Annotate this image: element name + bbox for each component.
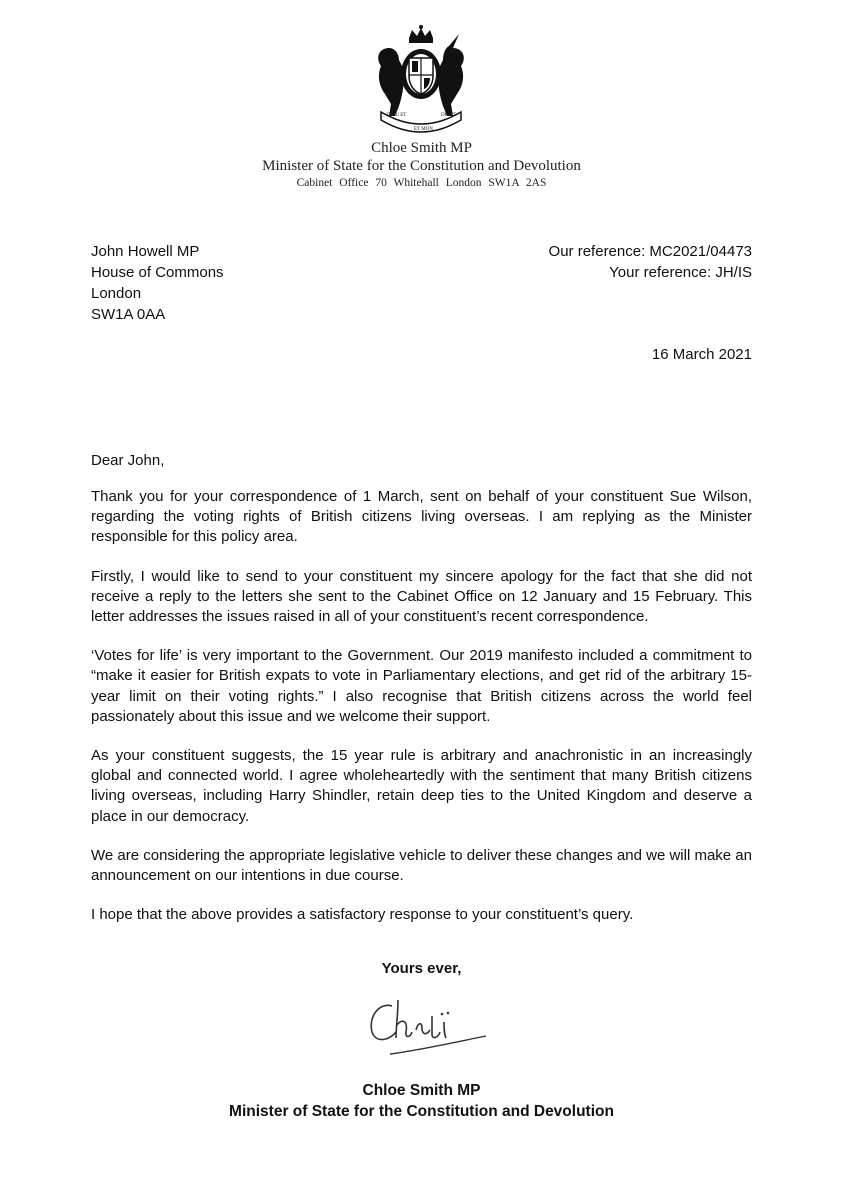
crest-motto-bottom: ET MON: [414, 127, 433, 132]
signoff: [0, 1080, 843, 1122]
letterhead: [0, 139, 843, 192]
salutation: Dear John,: [91, 452, 165, 469]
body-paragraph: We are considering the appropriate legislative vehicle to deliver these changes and we will make an announcement on our intentions in due course.: [91, 846, 752, 885]
letter-body: [91, 487, 752, 944]
recipient-line: John Howell MP: [91, 243, 200, 260]
letterhead-address: Cabinet Office 70 Whitehall London SW1A 2AS: [296, 177, 547, 189]
letterhead-name: Chloe Smith MP: [371, 140, 472, 156]
crest-motto-left: DIEU ET: [387, 113, 407, 118]
body-paragraph: ‘Votes for life’ is very important to the Government. Our 2019 manifesto included a commitment to “make it easier for British expats to vote in Parliamentary elections, and get rid of the arbitrary 15-year limit on their voting rights.” I also recognise that British citizens across the world feel passionately about this issue and we welcome their support.: [91, 647, 752, 725]
body-paragraph: I hope that the above provides a satisfactory response to your constituent’s query.: [91, 906, 634, 924]
recipient-line: House of Commons: [91, 264, 224, 281]
body-paragraph: Thank you for your correspondence of 1 March, sent on behalf of your constituent Sue Wilson, regarding the voting rights of British citizens living overseas. I am replying as the Minister responsible for this policy area.: [91, 488, 752, 546]
signoff-name: Chloe Smith MP: [362, 1082, 481, 1099]
body-paragraph: As your constituent suggests, the 15 year rule is arbitrary and anachronistic in an increasingly global and connected world. I agree wholeheartedly with the sentiment that many British citizens living overseas, including Harry Shindler, retain deep ties to the United Kingdom and deserve a place in our democracy.: [91, 747, 752, 825]
letterhead-title: Minister of State for the Constitution and Devolution: [262, 158, 581, 174]
our-reference: Our reference: MC2021/04473: [548, 243, 752, 260]
royal-coat-of-arms-icon: [365, 24, 477, 136]
references: [549, 241, 752, 283]
crest-motto-right: DROIT: [441, 113, 457, 118]
body-paragraph: Firstly, I would like to send to your constituent my sincere apology for the fact that she did not receive a reply to the letters she sent to the Cabinet Office on 12 January and 15 February. This letter addresses the issues raised in all of your constituent’s recent correspondence.: [91, 567, 752, 626]
recipient-line: SW1A 0AA: [91, 306, 166, 323]
your-reference: Your reference: JH/IS: [609, 264, 752, 281]
signoff-title: Minister of State for the Constitution and Devolution: [229, 1103, 614, 1120]
recipient-line: London: [91, 285, 142, 302]
recipient-address: [91, 241, 224, 325]
closing: Yours ever,: [381, 960, 462, 977]
letter-date: 16 March 2021: [651, 346, 752, 363]
handwritten-signature: [360, 988, 495, 1060]
